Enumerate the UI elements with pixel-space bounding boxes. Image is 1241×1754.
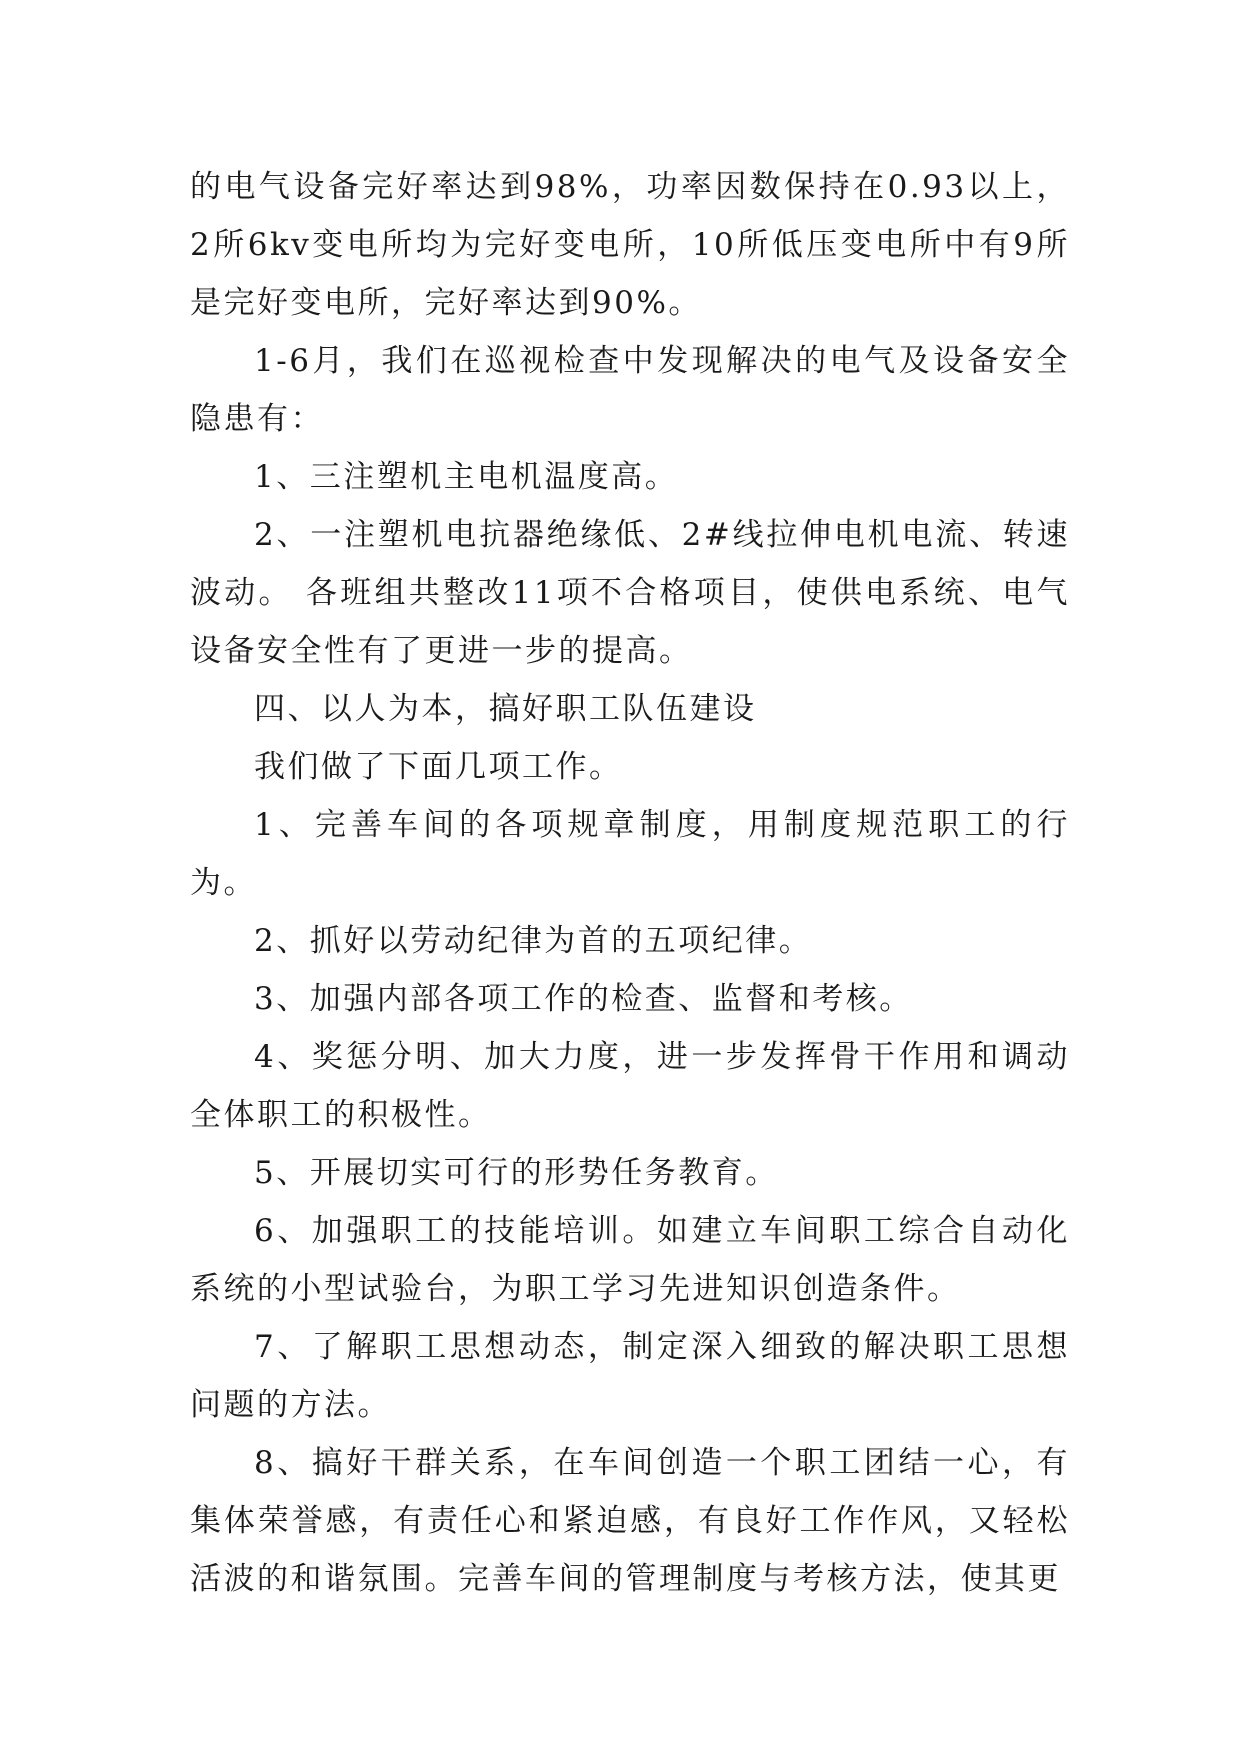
list-item-3: 3、加强内部各项工作的检查、监督和考核。 — [254, 981, 913, 1017]
document-body — [190, 158, 1070, 1608]
paragraph-work-intro: 我们做了下面几项工作。 — [254, 749, 623, 785]
paragraph-power-equipment-status: 的电气设备完好率达到98%，功率因数保持在0.93以上，2所6kv变电所均为完好变电所，10所低压变电所中有9所是完好变电所，完好率达到90%。 — [190, 169, 1070, 321]
list-item-2: 2、抓好以劳动纪律为首的五项纪律。 — [254, 923, 813, 959]
list-item-5: 5、开展切实可行的形势任务教育。 — [254, 1155, 779, 1191]
section-heading-staff-building: 四、以人为本，搞好职工队伍建设 — [254, 691, 757, 727]
list-item-7: 7、了解职工思想动态，制定深入细致的解决职工思想问题的方法。 — [190, 1329, 1070, 1423]
list-item-8: 8、搞好干群关系，在车间创造一个职工团结一心，有集体荣誉感，有责任心和紧迫感，有良好工作作风，又轻松活波的和谐氛围。完善车间的管理制度与考核方法，使其更 — [190, 1445, 1070, 1597]
paragraph-hazards-intro: 1-6月，我们在巡视检查中发现解决的电气及设备安全隐患有： — [190, 343, 1070, 437]
paragraph-hazard-1: 1、三注塑机主电机温度高。 — [254, 459, 679, 495]
list-item-4: 4、奖惩分明、加大力度，进一步发挥骨干作用和调动全体职工的积极性。 — [190, 1039, 1070, 1133]
paragraph-hazard-2: 2、一注塑机电抗器绝缘低、2#线拉伸电机电流、转速波动。 各班组共整改11项不合格项目，使供电系统、电气设备安全性有了更进一步的提高。 — [190, 517, 1070, 669]
list-item-6: 6、加强职工的技能培训。如建立车间职工综合自动化系统的小型试验台，为职工学习先进知识创造条件。 — [190, 1213, 1070, 1307]
list-item-1: 1、完善车间的各项规章制度，用制度规范职工的行为。 — [190, 807, 1070, 901]
